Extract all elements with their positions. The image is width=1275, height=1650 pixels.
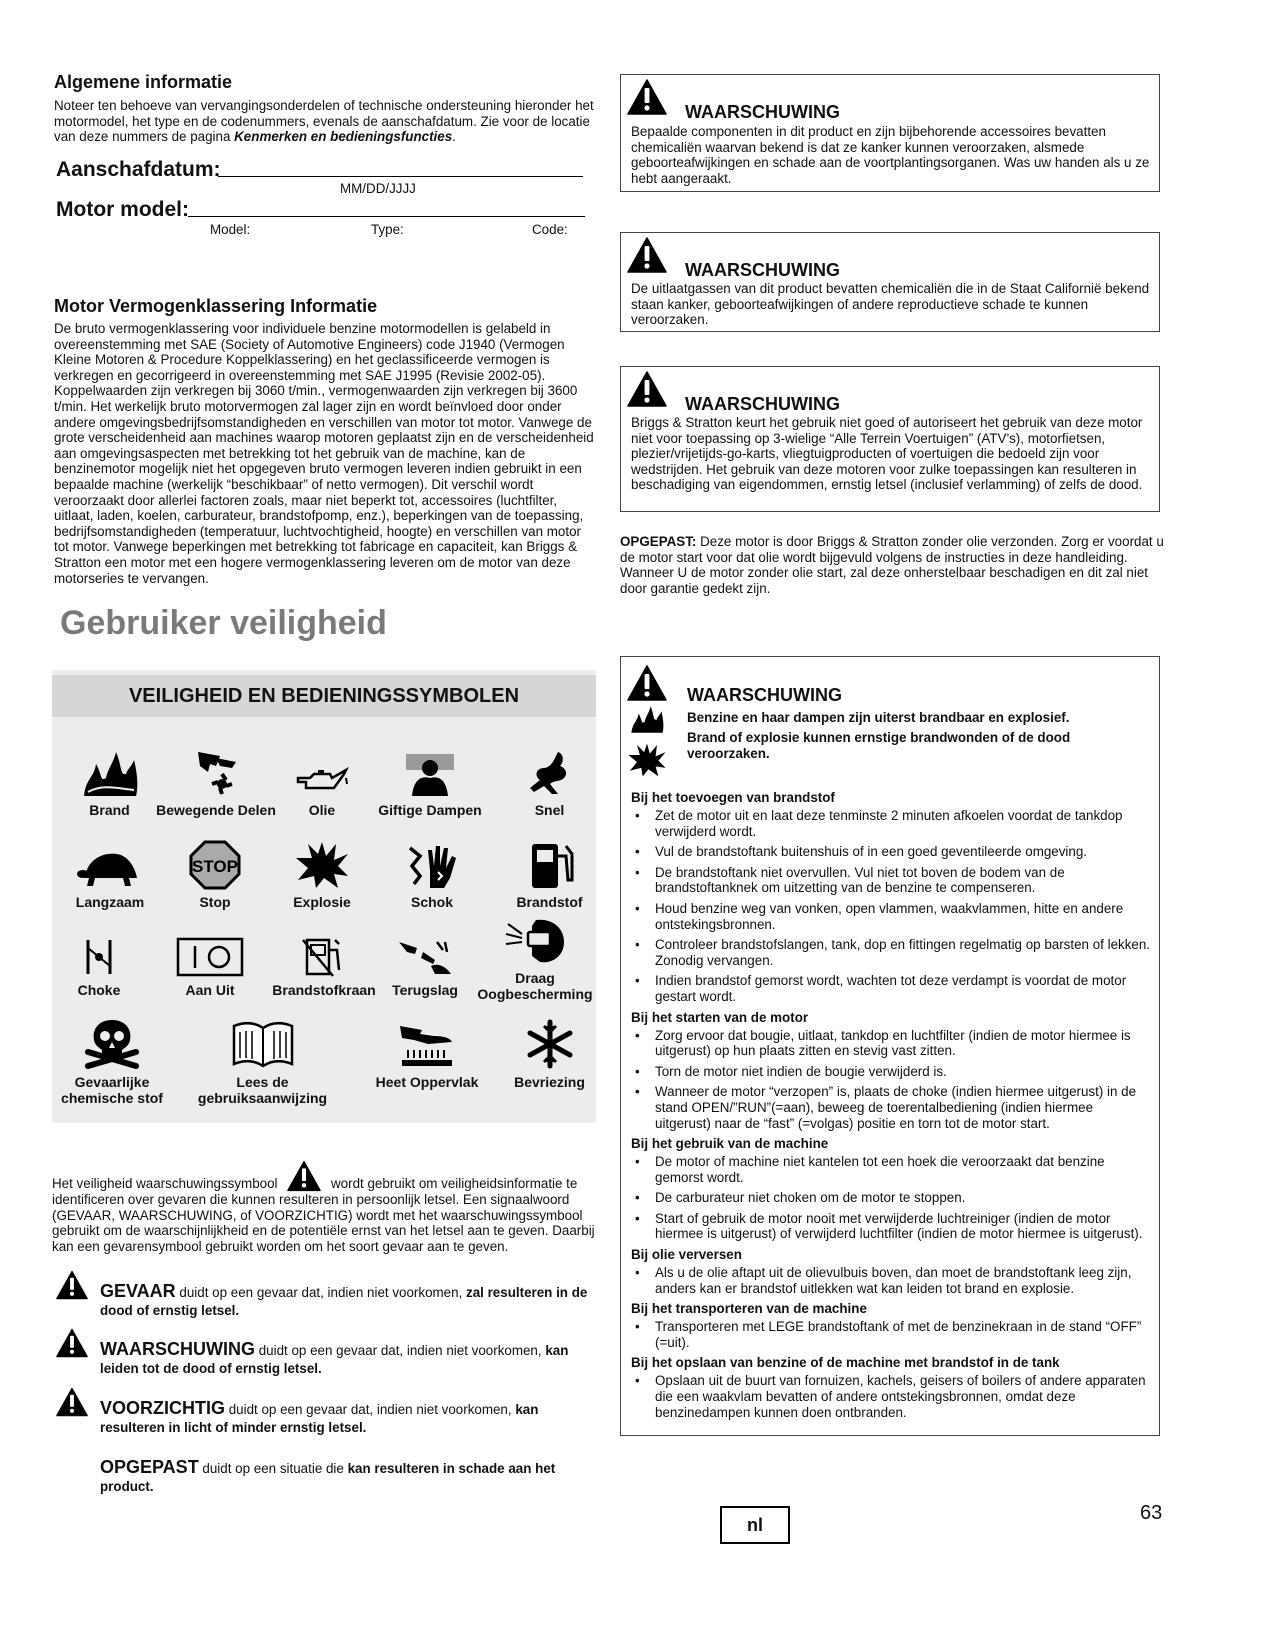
symbol-hot-surface: Heet Oppervlak	[362, 1018, 492, 1090]
explosion-icon	[627, 741, 667, 779]
list-item: • De brandstoftank niet overvullen. Vul niet tot boven de bodem van de brandstoftanknek om uitzetting van de benzine te compenseren.	[631, 865, 1151, 896]
list-item: • Zet de motor uit en laat deze tenminste 2 minuten afkoelen voordat de tankdop verwijderd wordt.	[631, 808, 1151, 839]
purchase-date-line[interactable]	[218, 176, 583, 177]
power-rating-text: De bruto vermogenklassering voor individuele benzine motormodellen is gelabeld in overeenstemming met SAE (Society of Automotive Engineers) code J1940 (Vermogen Kleine Motoren & Procedure Koppelklassering) en het geclassificeerde vermogen is verkregen en gecorrigeerd in overeenstemming met SAE J1995 (Revisie 2002-05). Koppelwaarden zijn verkregen bij 3060 t/min., vermogenwaarden zijn verkregen bij 3600 t/min. Het werkelijk bruto motorvermogen zal lager zijn en wordt beïnvloed door onder andere omgevingsbedrijfsomstandigheden en verschillen van motor tot motor. Vanwege de grote verscheidenheid aan machines waarop motoren geplaatst zijn en de verscheidenheid aan omgevingsaspecten met betrekking tot het gebruik van de machine, kan de benzinemotor mogelijk niet het opgegeven bruto vermogen leveren indien gebruikt in een bepaalde machine (werkelijk “beschikbaar” of netto vermogen). Dit verschil wordt veroorzaakt door allerlei factoren zoals, maar niet beperkt tot, accessoires (luchtfilter, uitlaat, laden, koelen, carburateur, brandstofpomp, enz.), beperkingen van de toepassing, bedrijfsomstandigheden (temperatuur, luchtvochtigheid, hoogte) en verschillen van motor tot motor. Vanwege beperkingen met betrekking tot fabricage en capaciteit, kan Briggs & Stratton een motor met een hogere vermogenklassering leveren om de motor van deze motorseries te vervangen.	[54, 321, 594, 586]
list-item: • Opslaan uit de buurt van fornuizen, kachels, geisers of boilers of andere apparaten die een waakvlam bevatten of andere ontstekingsbronnen, omdat deze benzinedampen kunnen doen ontbranden.	[631, 1373, 1151, 1420]
symbol-stop: STOP Stop	[170, 840, 260, 910]
purchase-date-label: Aanschafdatum:	[56, 158, 221, 181]
symbol-kickback: Terugslag	[385, 936, 465, 998]
fuel-section-list	[631, 1319, 1151, 1350]
list-item: • Houd benzine weg van vonken, open vlammen, waakvlammen, hitte en andere ontstekingsbronnen.	[631, 901, 1151, 932]
fuel-section-heading: Bij het opslaan van benzine of de machine met brandstof in de tank	[631, 1355, 1060, 1371]
fuel-lead-1: Benzine en haar dampen zijn uiterst brandbaar en explosief.	[687, 710, 1070, 725]
symbol-freezing: Bevriezing	[507, 1018, 592, 1090]
list-item: • De motor of machine niet kantelen tot een hoek die veroorzaakt dat benzine gemorst wordt.	[631, 1154, 1151, 1185]
warning-title: WAARSCHUWING	[685, 394, 840, 414]
warning-text: Bepaalde componenten in dit product en zijn bijbehorende accessoires bevatten chemicaliën waarvan bekend is dat ze kanker kunnen veroorzaken, alsmede geboorteafwijkingen en schade aan de voortplantingsorganen. Was uw handen als u ze hebt aangeraakt.	[631, 124, 1150, 186]
fuel-section-list	[631, 1373, 1151, 1420]
list-item: • Start of gebruik de motor nooit met verwijderde luchtreiniger (indien de motor hiermee is uitgerust) of verwijderd luchtfilter (indien de motor hiermee is uitgerust).	[631, 1211, 1151, 1242]
date-format-hint: MM/DD/JJJJ	[340, 181, 416, 196]
signal-caution: VOORZICHTIG duidt op een gevaar dat, indien niet voorkomen, kan resulteren in licht of minder ernstig letsel.	[100, 1398, 539, 1435]
fuel-section-heading: Bij olie verversen	[631, 1247, 742, 1263]
general-info-text: Noteer ten behoeve van vervangingsonderdelen of technische ondersteuning hieronder het motormodel, het type en de codenummers, evenals de aanschafdatum. Zie voor de locatie van deze nummers de pagina Kenmerken en bedieningsfuncties.	[54, 98, 594, 145]
symbol-moving-parts: Bewegende Delen	[150, 748, 282, 818]
caution-triangle-icon	[56, 1387, 88, 1417]
fuel-lead-2: Brand of explosie kunnen ernstige brandwonden of de dood veroorzaken.	[687, 730, 1071, 761]
warning-signal-triangle-icon	[56, 1328, 88, 1358]
power-rating-title: Motor Vermogenklassering Informatie	[54, 296, 378, 316]
signal-notice: OPGEPAST duidt op een situatie die kan resulteren in schade aan het product.	[100, 1457, 556, 1494]
kickback-icon	[395, 936, 455, 978]
general-info-title: Algemene informatie	[54, 72, 233, 92]
fuel-pump-icon	[520, 840, 580, 890]
symbol-fire: Brand	[62, 748, 157, 818]
list-item: • Torn de motor niet indien de bougie verwijderd is.	[631, 1064, 1151, 1080]
warning-box-applications	[620, 366, 1160, 512]
snowflake-icon	[522, 1018, 578, 1070]
notice-oil: OPGEPAST: Deze motor is door Briggs & Stratton zonder olie verzonden. Zorg er voordat u de motor start voor dat olie wordt bijgevuld volgens de instructies in deze handleiding. Wanneer U de motor zonder olie start, zal deze onherstelbaar beschadigen en dit zal niet door garantie gedekt zijn.	[620, 534, 1164, 596]
symbol-fast: Snel	[507, 748, 592, 818]
eye-protection-icon	[502, 916, 568, 966]
rabbit-icon	[520, 748, 580, 798]
symbol-oil: Olie	[282, 748, 362, 818]
safety-symbol-intro: Het veiligheid waarschuwingssymbool wordt gebruikt om veiligheidsinformatie te identificeren over gevaren die kunnen resulteren in persoonlijk letsel. Een signaalwoord (GEVAAR, WAARSCHUWING, of VOORZICHTIG) wordt met het waarschuwingssymbool gebruikt om de waarschijnlijkheid en de potentiële ernst van het letsel aan te geven. Daarbij kan een gevarensymbool gebruikt worden om het soort gevaar aan te geven.	[52, 1160, 600, 1254]
symbol-slow: Langzaam	[60, 840, 160, 910]
warning-title: WAARSCHUWING	[687, 685, 842, 705]
hot-surface-icon	[394, 1018, 460, 1070]
fire-icon	[629, 703, 665, 735]
warning-title: WAARSCHUWING	[685, 260, 840, 280]
list-item: • De carburateur niet choken om de motor te stoppen.	[631, 1190, 1151, 1206]
list-item: • Zorg ervoor dat bougie, uitlaat, tankdop en luchtfilter (indien de motor hiermee is uitgerust) op hun plaats zitten en stevig vast zitten.	[631, 1028, 1151, 1059]
fuel-section-heading: Bij het transporteren van de machine	[631, 1301, 867, 1317]
fuel-section-heading: Bij het starten van de motor	[631, 1009, 809, 1025]
choke-icon	[74, 936, 124, 978]
stop-sign-icon	[187, 840, 243, 890]
symbol-shock: Schok	[387, 840, 477, 910]
list-item: • Transporteren met LEGE brandstoftank of met de benzinekraan in de stand “OFF” (=uit).	[631, 1319, 1151, 1350]
symbol-fuel: Brandstof	[507, 840, 592, 910]
list-item: • Als u de olie aftapt uit de olievulbuis boven, dan moet de brandstoftank leeg zijn, anders kan er brandstof uitlekken wat kan leiden tot brand en explosie.	[631, 1265, 1151, 1296]
warning-text: Briggs & Stratton keurt het gebruik niet goed of autoriseert het gebruik van deze motor niet voor toepassing op 3-wielige “Alle Terrein Voertuigen” (ATV’s), motorfietsen, plezier/vrijetijds-go-karts, vliegtuigproducten of voertuigen die bedoeld zijn voor wedstrijden. Het gebruik van deze motoren voor zulke toepassingen kan resulteren in beschadiging van eigendommen, ernstig letsel (inclusief verlamming) of zelfs de dood.	[631, 415, 1143, 493]
code-hint: Code:	[532, 222, 568, 237]
fuel-section-heading: Bij het toevoegen van brandstof	[631, 790, 835, 805]
model-hint: Model:	[210, 222, 251, 237]
moving-parts-icon	[186, 748, 246, 798]
symbols-panel	[52, 670, 596, 1123]
book-icon	[230, 1018, 296, 1070]
language-tag: nl	[720, 1506, 790, 1544]
symbol-fuel-valve: Brandstofkraan	[264, 936, 384, 998]
list-item: • Controleer brandstofslangen, tank, dop en fittingen regelmatig op barsten of lekken. Zonodig vervangen.	[631, 937, 1151, 968]
warning-triangle-icon	[627, 79, 667, 115]
list-item: • Vul de brandstoftank buitenshuis of in een goed geventileerde omgeving.	[631, 844, 1151, 860]
fuel-section-list	[631, 1028, 1151, 1132]
warning-text: De uitlaatgassen van dit product bevatten chemicaliën die in de Staat Californië bekend staan kanker, geboorteafwijkingen of andere reproductieve schade te kunnen veroorzaken.	[631, 281, 1150, 328]
list-item: • Wanneer de motor “verzopen” is, plaats de choke (indien hiermee uitgerust) in de stand OPEN/”RUN”(=aan), beweeg de toerentalbediening (indien hiermee uitgerust) naar de “fast” (=volgas) positie en torn tot de motor start.	[631, 1084, 1151, 1131]
explosion-icon	[294, 840, 350, 890]
fuel-section-heading: Bij het gebruik van de machine	[631, 1136, 829, 1152]
skull-crossbones-icon	[82, 1018, 142, 1070]
engine-model-label: Motor model:	[56, 198, 189, 221]
fuel-section-list	[631, 1265, 1151, 1296]
warning-triangle-icon	[627, 665, 667, 701]
fuel-section-list	[631, 1154, 1151, 1242]
fuel-sections	[631, 786, 1151, 1425]
type-hint: Type:	[371, 222, 404, 237]
symbols-title: VEILIGHEID EN BEDIENINGSSYMBOLEN	[52, 675, 596, 717]
warning-title: WAARSCHUWING	[685, 102, 840, 122]
list-item: • Indien brandstof gemorst wordt, wachten tot deze verdampt is voordat de motor gestart wordt.	[631, 973, 1151, 1004]
symbol-toxic-fumes: Giftige Dampen	[370, 748, 490, 818]
warning-triangle-icon	[627, 237, 667, 273]
symbol-read-manual: Lees de gebruiksaanwijzing	[190, 1018, 335, 1106]
section-title: Gebruiker veiligheid	[60, 604, 387, 642]
symbol-hazardous-chemical: Gevaarlijke chemische stof	[52, 1018, 172, 1106]
danger-triangle-icon	[56, 1270, 88, 1300]
on-off-icon	[175, 936, 245, 978]
signal-warning: WAARSCHUWING duidt op een gevaar dat, indien niet voorkomen, kan leiden tot de dood of ernstig letsel.	[100, 1339, 569, 1376]
warning-box-fuel	[620, 656, 1160, 1436]
warning-box-chemicals	[620, 74, 1160, 192]
turtle-icon	[75, 840, 145, 890]
toxic-fumes-icon	[400, 748, 460, 798]
fuel-section-list	[631, 808, 1151, 1005]
fuel-valve-icon	[299, 936, 349, 978]
engine-model-line[interactable]	[188, 216, 585, 217]
symbol-eye-protection: Draag Oogbescherming	[470, 916, 600, 1002]
signal-danger: GEVAAR duidt op een gevaar dat, indien niet voorkomen, zal resulteren in de dood of ernstig letsel.	[100, 1281, 588, 1318]
fire-icon	[80, 748, 140, 798]
symbol-on-off: Aan Uit	[170, 936, 250, 998]
page-number: 63	[1140, 1502, 1163, 1524]
warning-triangle-icon	[287, 1160, 321, 1192]
shock-icon	[402, 840, 462, 890]
symbol-choke: Choke	[64, 936, 134, 998]
warning-box-exhaust	[620, 232, 1160, 332]
warning-triangle-icon	[627, 371, 667, 407]
oil-can-icon	[292, 748, 352, 798]
svg-text:STOP: STOP	[192, 857, 238, 876]
symbol-explosion: Explosie	[284, 840, 360, 910]
